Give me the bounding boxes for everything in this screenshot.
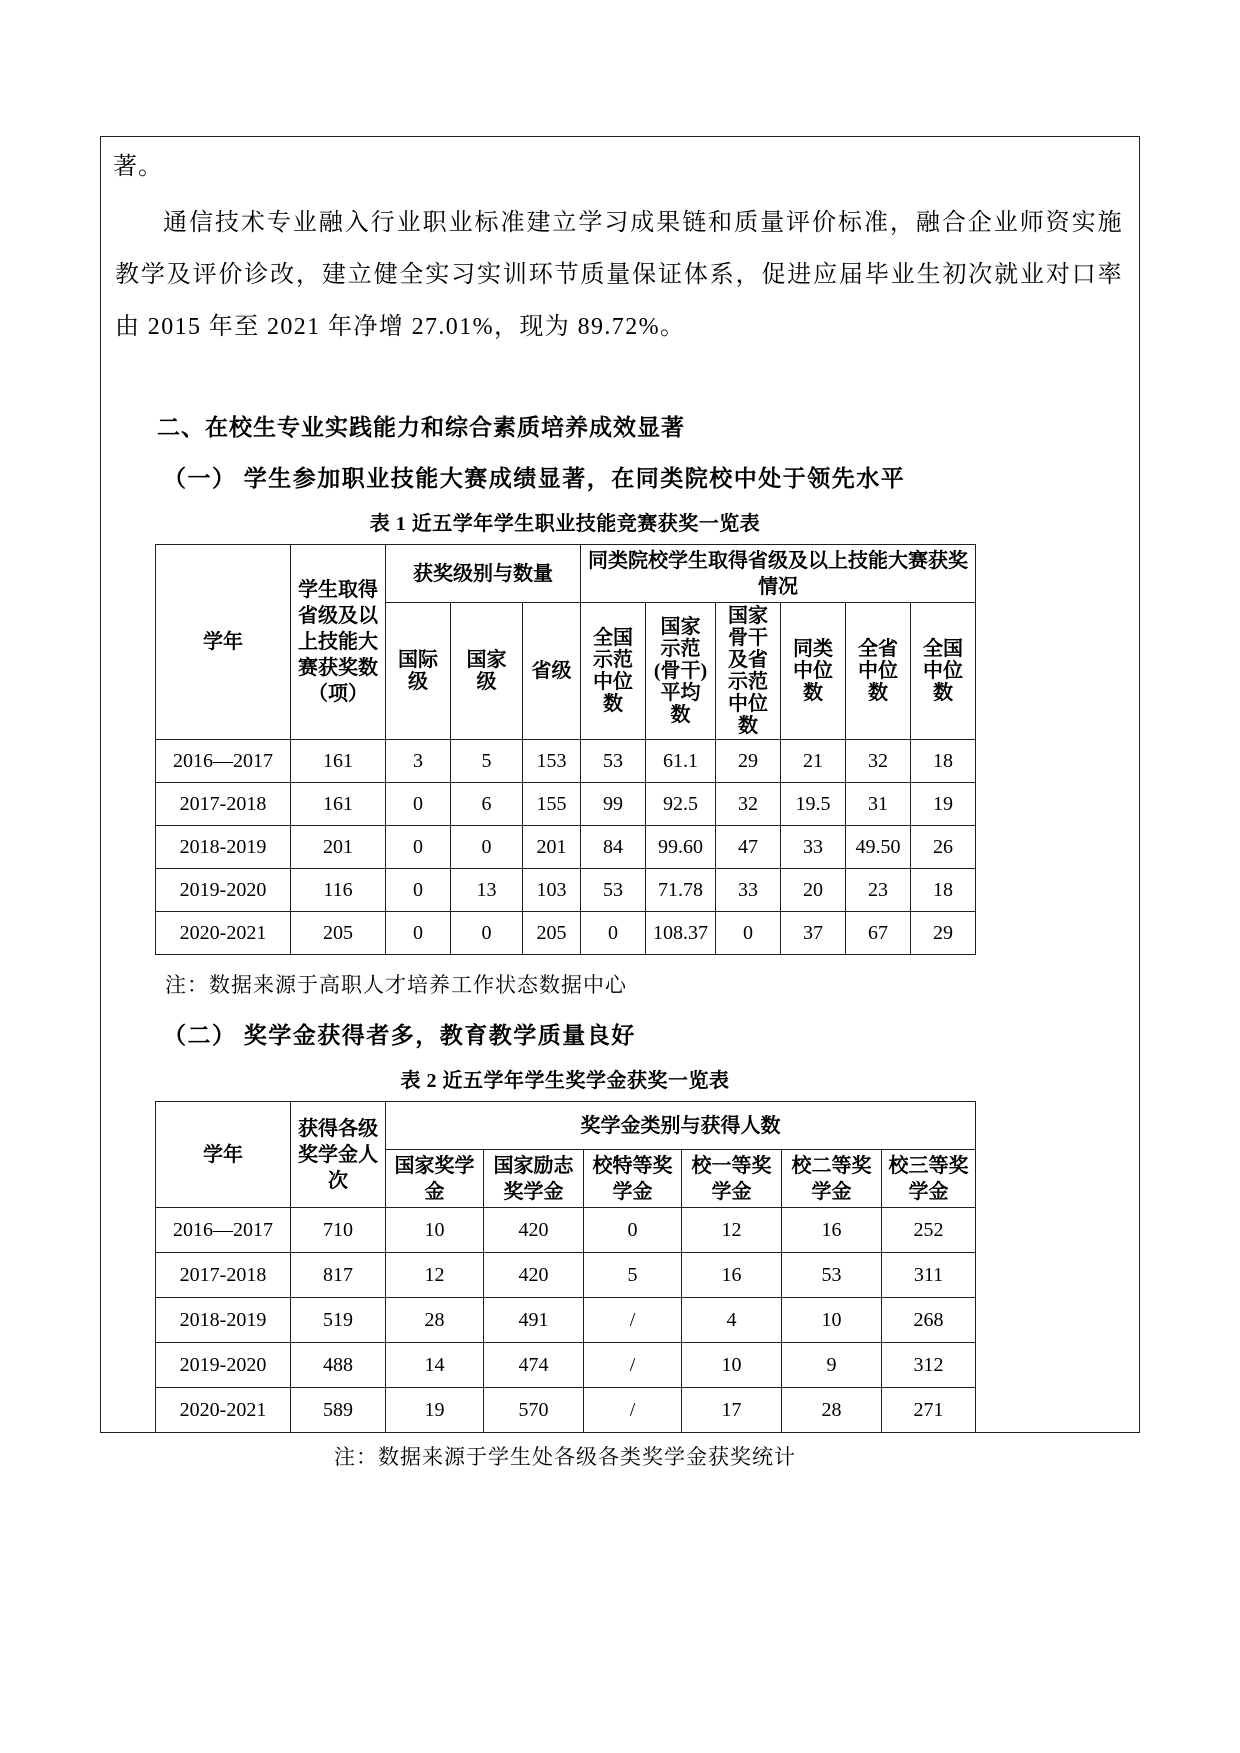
- table-cell: 491: [484, 1298, 584, 1343]
- table2-body: [156, 1208, 976, 1433]
- table-cell: 205: [523, 912, 581, 955]
- table2-col-school-second: 校二等奖学金: [782, 1150, 882, 1208]
- table-cell: 9: [782, 1343, 882, 1388]
- table-cell: 19: [386, 1388, 484, 1433]
- table-cell: 116: [291, 869, 386, 912]
- table1-body: [156, 740, 976, 955]
- table-cell: 20: [781, 869, 846, 912]
- table-cell: 28: [782, 1388, 882, 1433]
- table-cell: 5: [584, 1253, 682, 1298]
- table-cell: 67: [846, 912, 911, 955]
- table-cell: 2017-2018: [156, 1253, 291, 1298]
- table-cell: 252: [882, 1208, 976, 1253]
- table-cell: 2019-2020: [156, 869, 291, 912]
- table-cell: 71.78: [646, 869, 716, 912]
- table-cell: 53: [581, 740, 646, 783]
- table-cell: 312: [882, 1343, 976, 1388]
- table-cell: 2017-2018: [156, 783, 291, 826]
- table-row: [156, 1343, 976, 1388]
- table-cell: 0: [584, 1208, 682, 1253]
- table-cell: 23: [846, 869, 911, 912]
- table-cell: 0: [581, 912, 646, 955]
- table-cell: 28: [386, 1298, 484, 1343]
- table-cell: 2016—2017: [156, 1208, 291, 1253]
- section-heading: 二、在校生专业实践能力和综合素质培养成效显著: [157, 414, 685, 440]
- leading-text: 著。: [113, 154, 163, 180]
- table-cell: 37: [781, 912, 846, 955]
- table-cell: 29: [716, 740, 781, 783]
- table-cell: 21: [781, 740, 846, 783]
- table-row: [156, 1253, 976, 1298]
- table2-note: 注：数据来源于学生处各级各类奖学金获奖统计: [334, 1445, 796, 1469]
- table-cell: 10: [386, 1208, 484, 1253]
- table-cell: 12: [386, 1253, 484, 1298]
- table-cell: 103: [523, 869, 581, 912]
- table-cell: 153: [523, 740, 581, 783]
- table1-col-total-awards: 学生取得省级及以上技能大赛获奖数（项）: [291, 545, 386, 740]
- table1-note: 注：数据来源于高职人才培养工作状态数据中心: [165, 973, 627, 997]
- table-cell: 474: [484, 1343, 584, 1388]
- table-cell: 29: [911, 912, 976, 955]
- table-cell: 589: [291, 1388, 386, 1433]
- table-cell: 0: [386, 783, 451, 826]
- body-paragraph: 通信技术专业融入行业职业标准建立学习成果链和质量评价标准，融合企业师资实施教学及评价诊改，建立健全实习实训环节质量保证体系，促进应届毕业生初次就业对口率由 2015 年至 2021 年净增 27.01%，现为 89.72%。: [115, 210, 1123, 340]
- table-cell: 33: [716, 869, 781, 912]
- table2-col-year: 学年: [156, 1102, 291, 1208]
- table-cell: 53: [581, 869, 646, 912]
- table-cell: 53: [782, 1253, 882, 1298]
- table-cell: 2020-2021: [156, 912, 291, 955]
- table-cell: 16: [682, 1253, 782, 1298]
- table-cell: 311: [882, 1253, 976, 1298]
- table-cell: 10: [782, 1298, 882, 1343]
- table-cell: 570: [484, 1388, 584, 1433]
- table2-col-national-inspiration: 国家励志奖学金: [484, 1150, 584, 1208]
- table1-col-national: 国家级: [451, 603, 523, 740]
- table-cell: 201: [523, 826, 581, 869]
- table-cell: 14: [386, 1343, 484, 1388]
- table1-col-nation-median: 全国中位数: [911, 603, 976, 740]
- table-cell: 488: [291, 1343, 386, 1388]
- table-cell: 161: [291, 783, 386, 826]
- table1-col-backbone-median: 国家骨干及省示范中位数: [716, 603, 781, 740]
- table-cell: 99.60: [646, 826, 716, 869]
- table-cell: 205: [291, 912, 386, 955]
- table-cell: /: [584, 1388, 682, 1433]
- table-cell: 5: [451, 740, 523, 783]
- table-cell: 17: [682, 1388, 782, 1433]
- table-cell: 84: [581, 826, 646, 869]
- table-cell: 61.1: [646, 740, 716, 783]
- table-cell: 10: [682, 1343, 782, 1388]
- table-cell: 108.37: [646, 912, 716, 955]
- table1-header-row-1: [156, 545, 976, 603]
- table-cell: 817: [291, 1253, 386, 1298]
- table1-group-award-levels: 获奖级别与数量: [386, 545, 581, 603]
- table1-col-province-median: 全省中位数: [846, 603, 911, 740]
- table-cell: 33: [781, 826, 846, 869]
- table2-col-national-scholarship: 国家奖学金: [386, 1150, 484, 1208]
- table-cell: /: [584, 1298, 682, 1343]
- table-cell: 99: [581, 783, 646, 826]
- table-row: [156, 1298, 976, 1343]
- table-row: [156, 1388, 976, 1433]
- subsection-heading-1: （一） 学生参加职业技能大赛成绩显著，在同类院校中处于领先水平: [163, 466, 906, 491]
- skills-competition-table: [155, 544, 976, 955]
- table-cell: 0: [386, 912, 451, 955]
- table-cell: 201: [291, 826, 386, 869]
- table-cell: 92.5: [646, 783, 716, 826]
- table1-col-national-demo-median: 全国示范中位数: [581, 603, 646, 740]
- table-cell: 420: [484, 1208, 584, 1253]
- table-cell: 519: [291, 1298, 386, 1343]
- table-cell: 268: [882, 1298, 976, 1343]
- table1-group-peer-comparison: 同类院校学生取得省级及以上技能大赛获奖情况: [581, 545, 976, 603]
- table-cell: 19: [911, 783, 976, 826]
- table-cell: 32: [716, 783, 781, 826]
- table-cell: 18: [911, 740, 976, 783]
- scholarship-table: [155, 1101, 976, 1433]
- table-row: [156, 783, 976, 826]
- content-frame: [100, 136, 1140, 1469]
- subsection-heading-2: （二） 奖学金获得者多，教育教学质量良好: [163, 1023, 636, 1048]
- table-cell: 26: [911, 826, 976, 869]
- table-cell: 0: [451, 826, 523, 869]
- table1-col-year: 学年: [156, 545, 291, 740]
- table-cell: 2018-2019: [156, 826, 291, 869]
- table-cell: 0: [451, 912, 523, 955]
- table-cell: 18: [911, 869, 976, 912]
- table-cell: 49.50: [846, 826, 911, 869]
- table-cell: 12: [682, 1208, 782, 1253]
- table-cell: 13: [451, 869, 523, 912]
- table-row: [156, 869, 976, 912]
- table2-header-row-1: [156, 1102, 976, 1150]
- table2-caption: 表 2 近五学年学生奖学金获奖一览表: [400, 1070, 730, 1092]
- table-cell: 2018-2019: [156, 1298, 291, 1343]
- table1-col-national-demo-average: 国家示范(骨干)平均数: [646, 603, 716, 740]
- table-cell: 0: [386, 826, 451, 869]
- table-cell: 271: [882, 1388, 976, 1433]
- table-cell: 4: [682, 1298, 782, 1343]
- table-row: [156, 912, 976, 955]
- table-cell: 155: [523, 783, 581, 826]
- table-cell: 47: [716, 826, 781, 869]
- table-cell: 32: [846, 740, 911, 783]
- table2-col-school-first: 校一等奖学金: [682, 1150, 782, 1208]
- table-cell: 2016—2017: [156, 740, 291, 783]
- table1-col-international: 国际级: [386, 603, 451, 740]
- table-cell: 710: [291, 1208, 386, 1253]
- table-cell: 2020-2021: [156, 1388, 291, 1433]
- table-cell: 3: [386, 740, 451, 783]
- table2-col-total-recipients: 获得各级奖学金人次: [291, 1102, 386, 1208]
- table2-col-school-third: 校三等奖学金: [882, 1150, 976, 1208]
- table-cell: 31: [846, 783, 911, 826]
- table-row: [156, 826, 976, 869]
- table-cell: 0: [716, 912, 781, 955]
- table2-col-school-special: 校特等奖学金: [584, 1150, 682, 1208]
- table2-group-scholarship-types: 奖学金类别与获得人数: [386, 1102, 976, 1150]
- table-row: [156, 1208, 976, 1253]
- table1-caption: 表 1 近五学年学生职业技能竞赛获奖一览表: [369, 513, 761, 535]
- table1-col-peer-median: 同类中位数: [781, 603, 846, 740]
- table1-col-provincial: 省级: [523, 603, 581, 740]
- table-row: [156, 740, 976, 783]
- table-cell: 161: [291, 740, 386, 783]
- table-cell: 6: [451, 783, 523, 826]
- table-cell: 420: [484, 1253, 584, 1298]
- table-cell: 0: [386, 869, 451, 912]
- table-cell: 2019-2020: [156, 1343, 291, 1388]
- table-cell: 19.5: [781, 783, 846, 826]
- table-cell: /: [584, 1343, 682, 1388]
- table-cell: 16: [782, 1208, 882, 1253]
